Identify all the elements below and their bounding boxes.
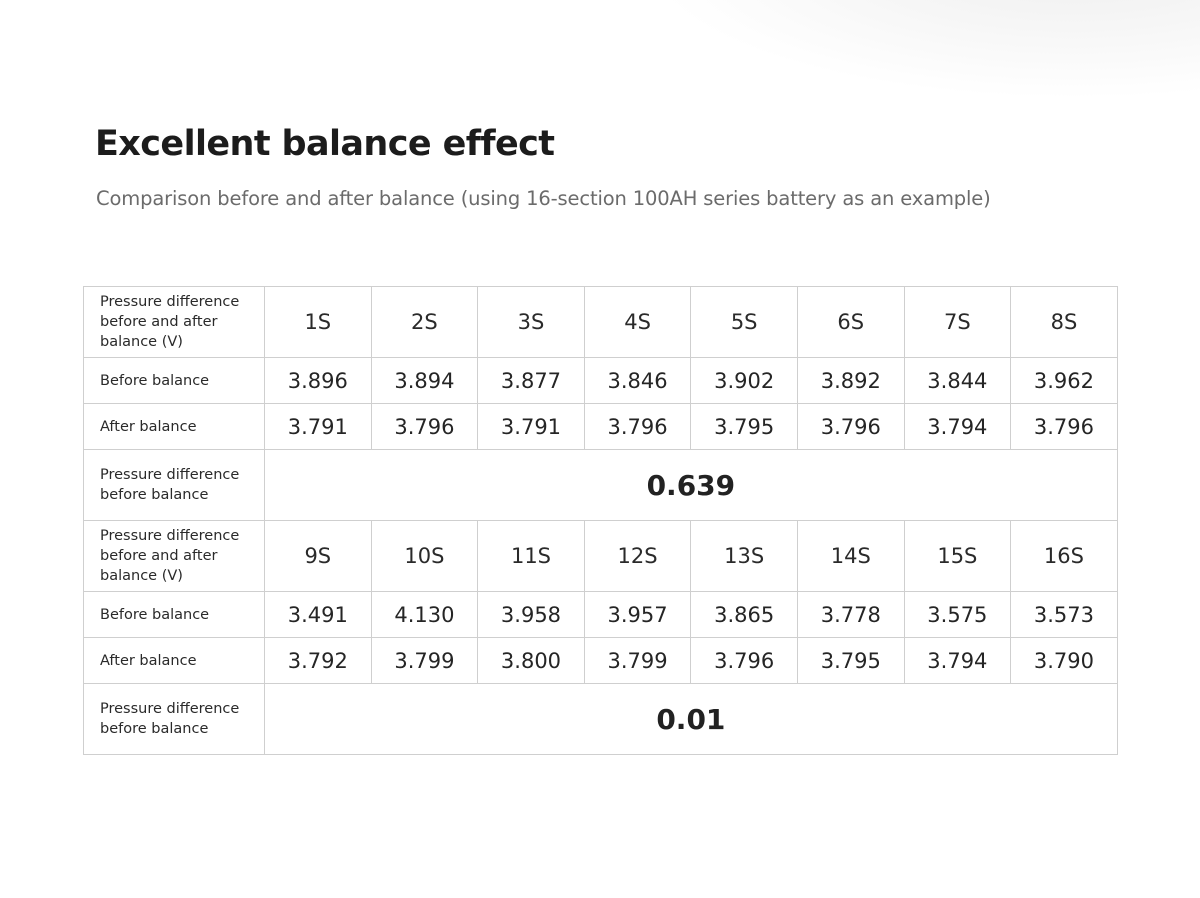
column-header-cell: 3S: [478, 287, 585, 358]
before-balance-value-cell: 3.896: [265, 358, 372, 404]
balance-comparison-table: [83, 286, 1118, 755]
after-balance-value-cell: 3.799: [371, 638, 478, 684]
before-balance-value-cell: 4.130: [371, 592, 478, 638]
column-header-cell: 11S: [478, 521, 585, 592]
column-header-cell: 13S: [691, 521, 798, 592]
after-balance-value-cell: 3.796: [371, 404, 478, 450]
before-balance-value-cell: 3.778: [797, 592, 904, 638]
after-balance-value-cell: 3.796: [584, 404, 691, 450]
after-balance-value-cell: 3.796: [797, 404, 904, 450]
after-balance-value-cell: 3.795: [797, 638, 904, 684]
row-label-pressure-difference: Pressure difference before balance: [84, 684, 265, 755]
row-label-pressure-difference-header: Pressure difference before and after balance (V): [84, 287, 265, 358]
background-glow: [640, 0, 1200, 100]
after-balance-value-cell: 3.790: [1011, 638, 1118, 684]
after-balance-value-cell: 3.796: [691, 638, 798, 684]
before-balance-value-cell: 3.958: [478, 592, 585, 638]
table-body: [84, 287, 1118, 755]
column-header-cell: 14S: [797, 521, 904, 592]
before-balance-value-cell: 3.877: [478, 358, 585, 404]
column-header-cell: 10S: [371, 521, 478, 592]
after-balance-value-cell: 3.792: [265, 638, 372, 684]
column-header-cell: 16S: [1011, 521, 1118, 592]
after-balance-value-cell: 3.796: [1011, 404, 1118, 450]
row-label-after-balance: After balance: [84, 638, 265, 684]
after-balance-value-cell: 3.791: [265, 404, 372, 450]
before-balance-value-cell: 3.957: [584, 592, 691, 638]
pressure-difference-value: 0.639: [265, 450, 1118, 521]
column-header-cell: 8S: [1011, 287, 1118, 358]
before-balance-value-cell: 3.491: [265, 592, 372, 638]
page-subtitle: Comparison before and after balance (using 16-section 100AH series battery as an example): [96, 187, 991, 210]
table-row-column-header: [84, 287, 1118, 358]
table-row-before-balance: [84, 358, 1118, 404]
before-balance-value-cell: 3.902: [691, 358, 798, 404]
after-balance-value-cell: 3.795: [691, 404, 798, 450]
before-balance-value-cell: 3.575: [904, 592, 1011, 638]
table-row-before-balance: [84, 592, 1118, 638]
column-header-cell: 7S: [904, 287, 1011, 358]
row-label-pressure-difference-header: Pressure difference before and after balance (V): [84, 521, 265, 592]
after-balance-value-cell: 3.791: [478, 404, 585, 450]
before-balance-value-cell: 3.892: [797, 358, 904, 404]
before-balance-value-cell: 3.962: [1011, 358, 1118, 404]
table-row-after-balance: [84, 638, 1118, 684]
column-header-cell: 4S: [584, 287, 691, 358]
after-balance-value-cell: 3.794: [904, 638, 1011, 684]
before-balance-value-cell: 3.573: [1011, 592, 1118, 638]
after-balance-value-cell: 3.799: [584, 638, 691, 684]
row-label-pressure-difference: Pressure difference before balance: [84, 450, 265, 521]
row-label-before-balance: Before balance: [84, 358, 265, 404]
table-row-column-header: [84, 521, 1118, 592]
column-header-cell: 15S: [904, 521, 1011, 592]
before-balance-value-cell: 3.846: [584, 358, 691, 404]
before-balance-value-cell: 3.844: [904, 358, 1011, 404]
table-row-pressure-difference: [84, 450, 1118, 521]
after-balance-value-cell: 3.800: [478, 638, 585, 684]
pressure-difference-value: 0.01: [265, 684, 1118, 755]
column-header-cell: 12S: [584, 521, 691, 592]
column-header-cell: 9S: [265, 521, 372, 592]
table-row-after-balance: [84, 404, 1118, 450]
row-label-before-balance: Before balance: [84, 592, 265, 638]
page-title: Excellent balance effect: [95, 124, 555, 164]
row-label-after-balance: After balance: [84, 404, 265, 450]
before-balance-value-cell: 3.865: [691, 592, 798, 638]
column-header-cell: 6S: [797, 287, 904, 358]
after-balance-value-cell: 3.794: [904, 404, 1011, 450]
column-header-cell: 5S: [691, 287, 798, 358]
before-balance-value-cell: 3.894: [371, 358, 478, 404]
column-header-cell: 1S: [265, 287, 372, 358]
table-row-pressure-difference: [84, 684, 1118, 755]
column-header-cell: 2S: [371, 287, 478, 358]
